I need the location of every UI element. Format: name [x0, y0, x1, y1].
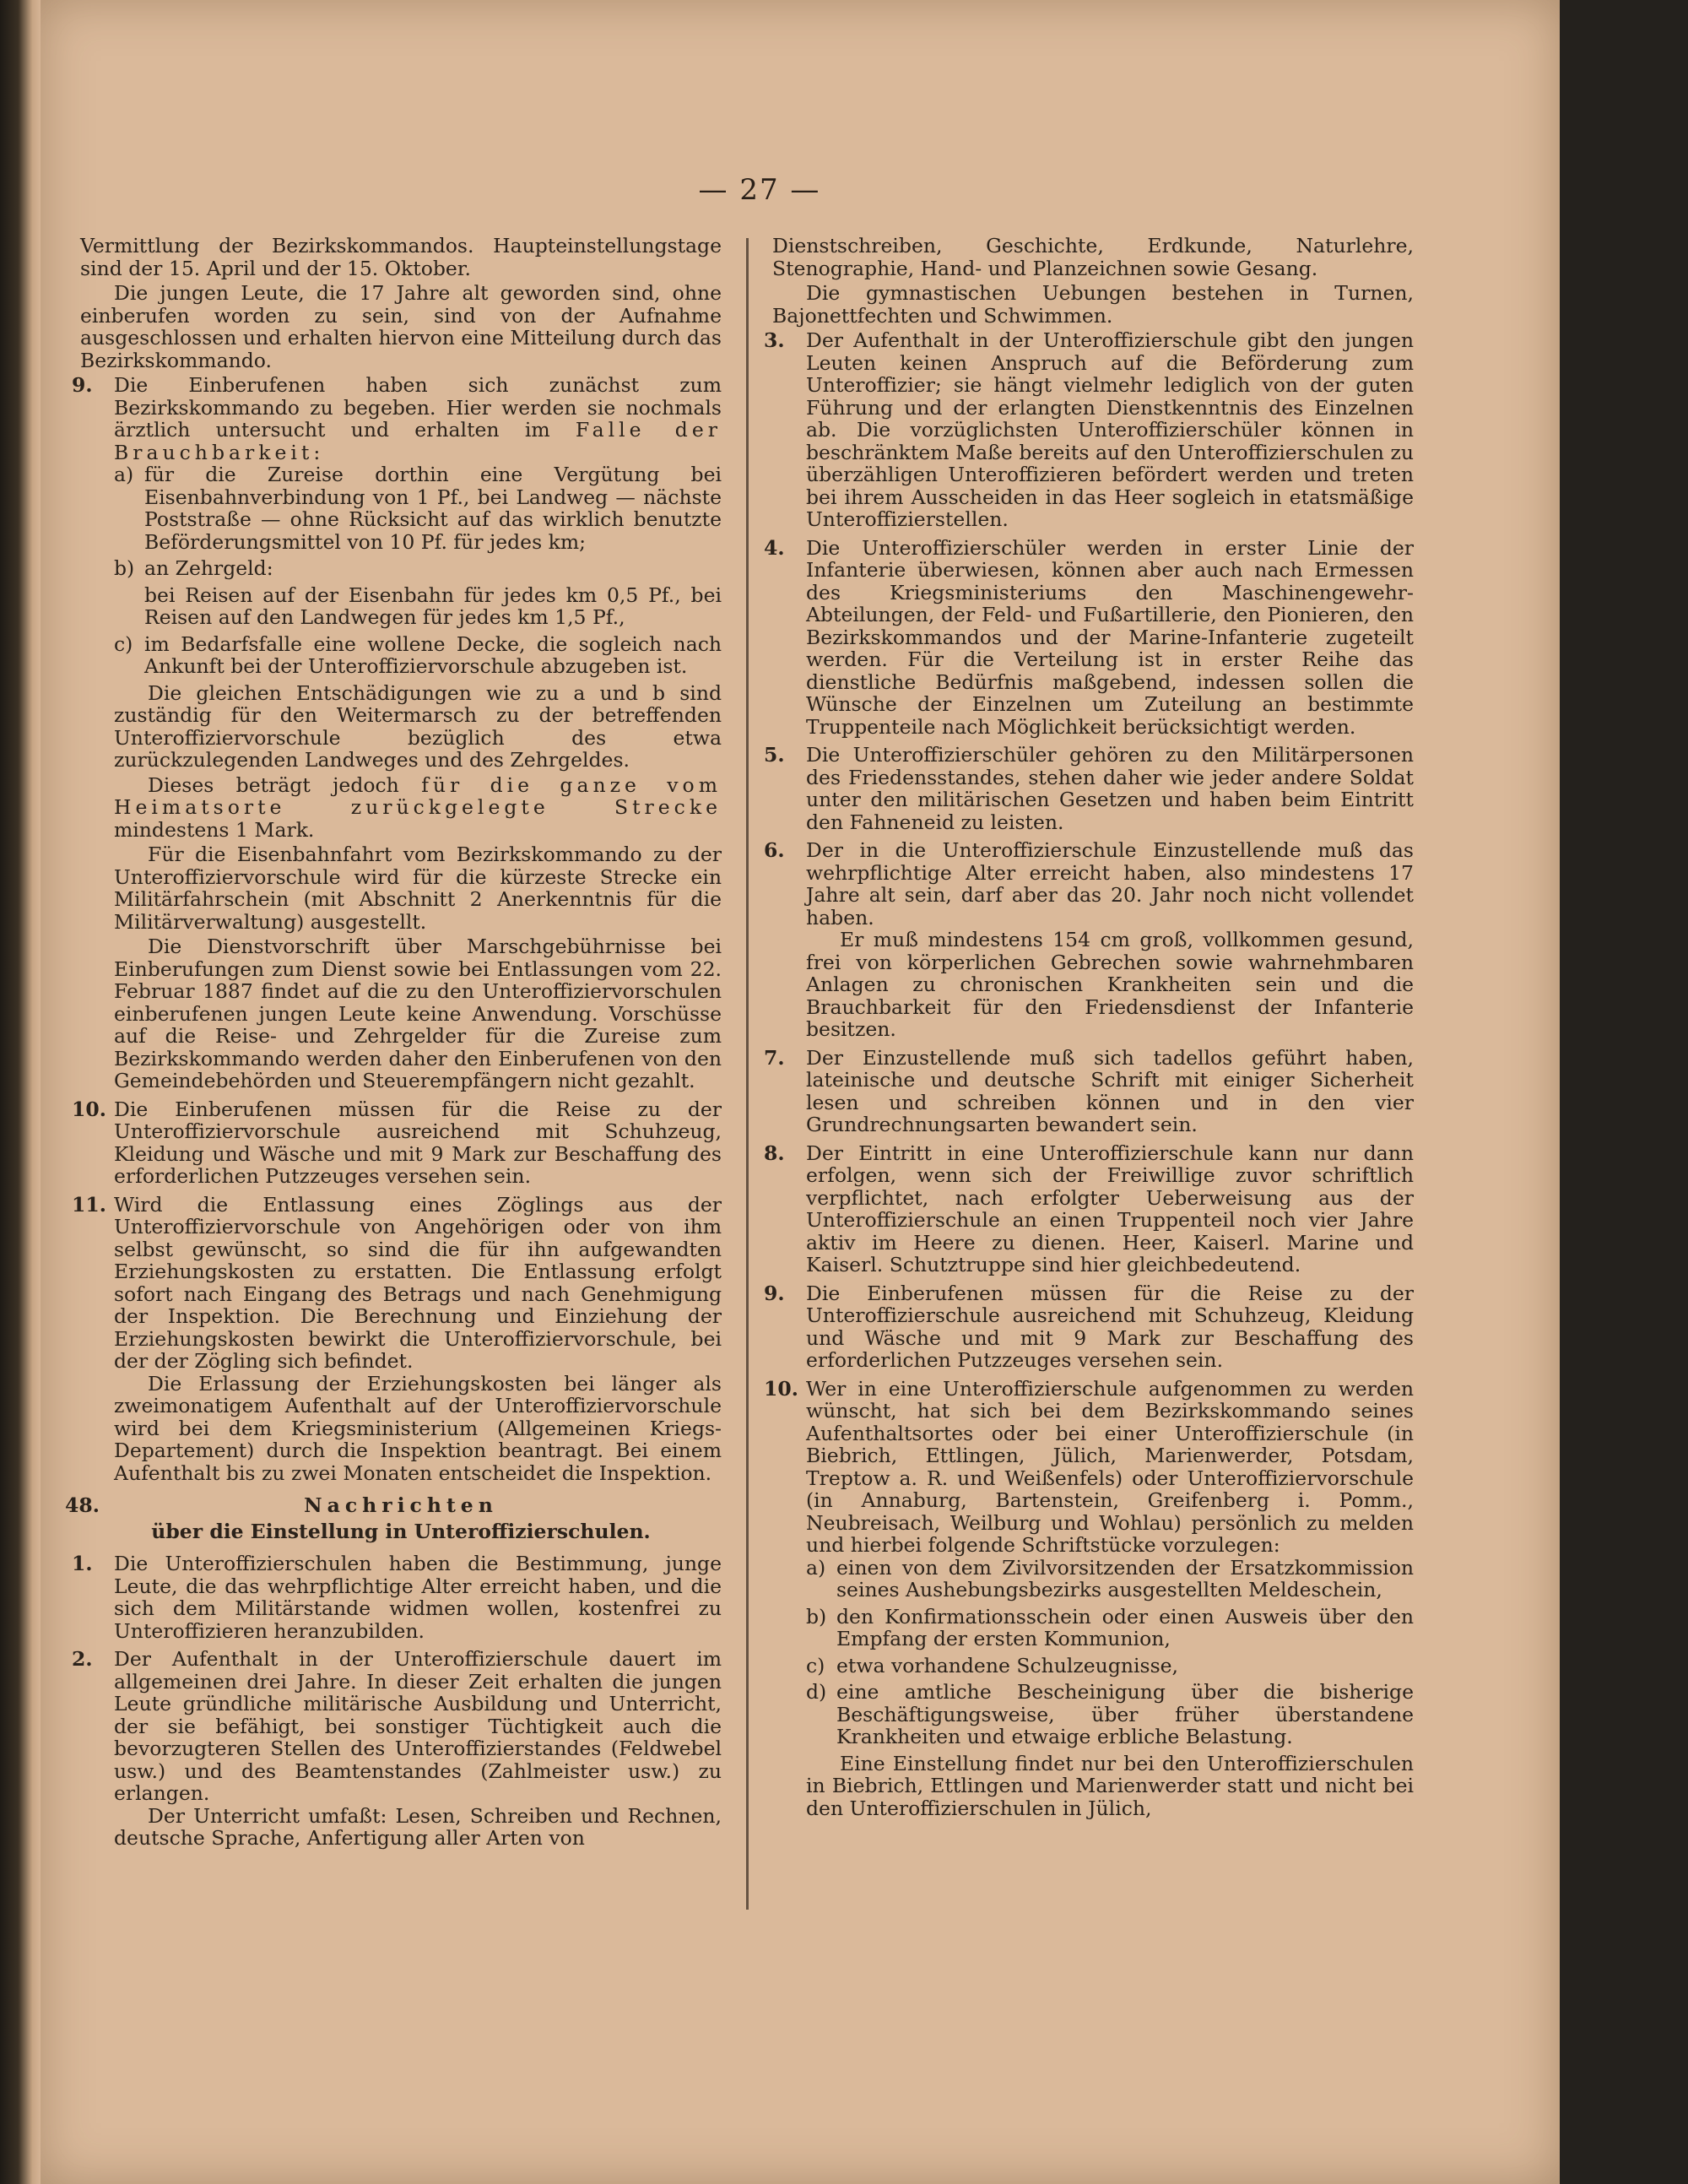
item-text: Der Einzustellende muß sich tadellos geführt haben, lateinische und deutsche Schrift mit einiger Sicherheit lesen und schreiben können und in den vier Grundrechnungsarten bewandert sein. — [806, 1045, 1414, 1136]
paragraph: Vermittlung der Bezirkskommandos. Haupteinstellungstage sind der 15. April und der 15. Oktober. — [80, 234, 722, 280]
list-item-10 — [764, 1376, 1414, 1820]
sub-letter: b) — [114, 556, 135, 580]
paragraph: Die Dienstvorschrift über Marschgebührnisse bei Einberufungen zum Dienst sowie bei Entlassungen vom 22. Februar 1887 findet auf die zu den Unteroffiziervorschulen einberufenen jungen Leute keine Anwendung. Vorschüsse auf die Reise- und Zehrgelder für die Zureise zum Bezirkskommando werden daher den Einberufenen von den Gemeindebehörden und Steuerempfängern nicht gezahlt. — [114, 935, 722, 1092]
list-item-2 — [72, 1647, 722, 1850]
list-item-1 — [72, 1552, 722, 1643]
sub-continuation: bei Reisen auf der Eisenbahn für jedes km 0,5 Pf., bei Reisen auf den Landwegen für jedes km 1,5 Pf., — [144, 583, 722, 629]
text: mindestens 1 Mark. — [114, 817, 315, 842]
section-number: 48. — [65, 1493, 100, 1517]
sub-text: für die Zureise dorthin eine Vergütung bei Eisenbahnverbindung von 1 Pf., bei Landweg — nächste Poststraße — ohne Rücksicht auf das wirklich benutzte Beförderungsmittel von 10 Pf. für jedes km; — [144, 463, 722, 554]
item-number: 9. — [72, 373, 93, 397]
item-number: 7. — [764, 1045, 785, 1070]
item-text: Der Eintritt in eine Unteroffizierschule kann nur dann erfolgen, wenn sich der Freiwillige zuvor schriftlich verpflichtet, nach erfolgter Ueberweisung aus der Unteroffizierschule an einen Truppenteil noch vier Jahre aktiv im Heere zu dienen. Heer, Kaiserl. Marine und Kaiserl. Schutztruppe sind hier gleichbedeutend. — [806, 1141, 1414, 1276]
sub-text: etwa vorhandene Schulzeugnisse, — [836, 1653, 1179, 1677]
item-number: 3. — [764, 328, 785, 352]
sub-item-c — [806, 1655, 1414, 1677]
item-text: Die Einberufenen müssen für die Reise zu der Unteroffizierschule ausreichend mit Schuhzeug, Kleidung und Wäsche und mit 9 Mark zur Beschaffung des erforderlichen Putzzeuges versehen sein. — [806, 1281, 1414, 1372]
item-number: 11. — [72, 1192, 106, 1217]
column-divider — [746, 238, 749, 1910]
paragraph: Eine Einstellung findet nur bei den Unteroffizierschulen in Biebrich, Ettlingen und Marienwerder statt und nicht bei den Unteroffizierschulen in Jülich, — [806, 1751, 1414, 1820]
book-binding — [0, 0, 41, 2184]
item-number: 2. — [72, 1647, 93, 1671]
sub-item-b — [806, 1606, 1414, 1650]
sub-text: den Konfirmationsschein oder einen Ausweis über den Empfang der ersten Kommunion, — [836, 1604, 1414, 1650]
paragraph: Die gymnastischen Uebungen bestehen in Turnen, Bajonettfechten und Schwimmen. — [772, 281, 1414, 328]
paragraph — [114, 774, 722, 842]
item-text: Die Unteroffizierschüler werden in erster Linie der Infanterie überwiesen, können aber auch nach Ermessen des Kriegsministeriums den Maschinengewehr-Abteilungen, der Feld- und Fußartillerie, den Pionieren, den Bezirkskommandos und der Marine-Infanterie zugeteilt werden. Für die Verteilung ist in erster Reihe das dienstliche Bedürfnis maßgebend, indessen sollen die Wünsche der Einzelnen um Zuteilung an bestimmte Truppenteile nach Möglichkeit berücksichtigt werden. — [806, 535, 1414, 739]
sub-letter: d) — [806, 1680, 827, 1704]
right-column — [764, 234, 1414, 2160]
item-text: Die Einberufenen haben sich zunächst zum Bezirkskommando zu begeben. Hier werden sie nochmals ärztlich untersucht und erhalten im — [114, 373, 722, 442]
list-item-9 — [764, 1281, 1414, 1372]
list-item-9 — [72, 373, 722, 1092]
list-item-5 — [764, 743, 1414, 834]
list-item-6 — [764, 838, 1414, 1041]
paragraph: Die Erlassung der Erziehungskosten bei länger als zweimonatigem Aufenthalt auf der Unteroffiziervorschule wird bei dem Kriegsministerium (Allgemeinen Kriegs-Departement) durch die Inspektion beantragt. Bei einem Aufenthalt bis zu zwei Monaten entscheidet die Inspektion. — [114, 1371, 722, 1485]
sub-letter: b) — [806, 1604, 827, 1629]
item-number: 1. — [72, 1552, 93, 1575]
paragraph: Der Unterricht umfaßt: Lesen, Schreiben und Rechnen, deutsche Sprache, Anfertigung aller Arten von — [114, 1803, 722, 1850]
paragraph: Für die Eisenbahnfahrt vom Bezirkskommando zu der Unteroffiziervorschule wird für die kürzeste Strecke ein Militärfahrschein (mit Abschnitt 2 Anerkenntnis für die Militärverwaltung) ausgestellt. — [114, 843, 722, 934]
sub-item-d — [806, 1681, 1414, 1748]
sub-letter: c) — [114, 631, 133, 656]
sub-text: eine amtliche Bescheinigung über die bisherige Beschäftigungsweise, über früher überstandene Krankheiten und etwaige erbliche Belastung. — [836, 1680, 1414, 1748]
page-number: — 27 — — [698, 173, 821, 207]
paragraph: Dienstschreiben, Geschichte, Erdkunde, Naturlehre, Stenographie, Hand- und Planzeichnen sowie Gesang. — [772, 234, 1414, 280]
sub-letter: c) — [806, 1653, 825, 1677]
paragraph: Er muß mindestens 154 cm groß, vollkommen gesund, frei von körperlichen Gebrechen sowie wahrnehmbaren Anlagen zu chronischen Krankheiten sein und die Brauchbarkeit für den Friedensdienst der Infanterie besitzen. — [806, 928, 1414, 1041]
sub-item-a — [806, 1557, 1414, 1601]
sub-letter: a) — [806, 1555, 826, 1580]
paragraph: Die gleichen Entschädigungen wie zu a und b sind zuständig für den Weitermarsch zu der betreffenden Unteroffiziervorschule bezüglich des etwa zurückzulegenden Landweges und des Zehrgeldes. — [114, 680, 722, 772]
list-item-3 — [764, 328, 1414, 531]
sub-letter: a) — [114, 463, 134, 486]
paragraph: Die jungen Leute, die 17 Jahre alt geworden sind, ohne einberufen worden zu sein, sind von der Aufnahme ausgeschlossen und erhalten hiervon eine Mitteilung durch das Bezirkskommando. — [80, 281, 722, 372]
sub-text: im Bedarfsfalle eine wollene Decke, die sogleich nach Ankunft bei der Unteroffiziervorschule abzugeben ist. — [144, 631, 722, 678]
list-item-7 — [764, 1045, 1414, 1136]
sub-text: an Zehrgeld: — [144, 556, 273, 580]
section-title: Nachrichten — [304, 1493, 498, 1517]
list-item-11 — [72, 1192, 722, 1485]
item-text: Der in die Unteroffizierschule Einzustellende muß das wehrpflichtige Alter erreicht haben, also mindestens 17 Jahre alt sein, darf aber das 20. Jahr noch nicht vollendet haben. — [806, 838, 1414, 929]
sub-item-b — [114, 557, 722, 580]
section-heading — [65, 1493, 722, 1517]
item-number: 6. — [764, 838, 785, 862]
section-subtitle: über die Einstellung in Unteroffizierschulen. — [151, 1519, 651, 1543]
emphasized-text: für die ganze vom Heimatsorte zurückgelegte Strecke — [114, 772, 722, 819]
list-item-4 — [764, 535, 1414, 739]
item-text: Wird die Entlassung eines Zöglings aus der Unteroffiziervorschule von Angehörigen oder von ihm selbst gewünscht, so sind die für ihn aufgewandten Erziehungskosten zu erstatten. Die Entlassung erfolgt sofort nach Eingang des Betrags und nach Genehmigung der Inspektion. Die Berechnung und Einziehung der Erziehungskosten bewirkt die Unteroffiziervorschule, bei der der Zögling sich befindet. — [114, 1192, 722, 1373]
item-text: Der Aufenthalt in der Unteroffizierschule dauert im allgemeinen drei Jahre. In dieser Zeit erhalten die jungen Leute gründliche militärische Ausbildung und Unterricht, der sie befähigt, bei sonstiger Tüchtigkeit auch die bevorzugteren Stellen des Unteroffizierstandes (Feldwebel usw.) und des Beamtenstandes (Zahlmeister usw.) zu erlangen. — [114, 1647, 722, 1805]
item-text: Die Unteroffizierschulen haben die Bestimmung, junge Leute, die das wehrpflichtige Alter erreicht haben, und die sich dem Militärstande widmen wollen, kostenfrei zu Unteroffizieren heranzubilden. — [114, 1552, 722, 1643]
sub-text: einen von dem Zivilvorsitzenden der Ersatzkommission seines Aushebungsbezirks ausgestellten Meldeschein, — [836, 1555, 1414, 1601]
list-item-8 — [764, 1141, 1414, 1276]
item-text: Der Aufenthalt in der Unteroffizierschule gibt den jungen Leuten keinen Anspruch auf die Beförderung zum Unteroffizier; sie hängt vielmehr lediglich von der guten Führung und der erlangten Dienstkenntnis des Einzelnen ab. Die vorzüglichsten Unteroffizierschüler können in beschränktem Maße bereits auf den Unteroffizierschulen zu überzähligen Unteroffizieren befördert werden und treten bei ihrem Ausscheiden in das Heer sogleich in etatsmäßige Unteroffizierstellen. — [806, 328, 1414, 531]
item-number: 10. — [72, 1097, 106, 1121]
item-number: 9. — [764, 1281, 785, 1305]
emphasized-text: Falle der Brauchbarkeit: — [114, 418, 722, 464]
item-number: 5. — [764, 743, 785, 767]
list-item-10 — [72, 1097, 722, 1188]
item-number: 4. — [764, 535, 785, 560]
item-number: 8. — [764, 1141, 785, 1165]
left-column — [65, 234, 722, 2160]
item-text: Die Einberufenen müssen für die Reise zu der Unteroffiziervorschule ausreichend mit Schuhzeug, Kleidung und Wäsche und mit 9 Mark zur Beschaffung des erforderlichen Putzzeuges versehen sein. — [114, 1097, 722, 1188]
item-number: 10. — [764, 1376, 798, 1401]
sub-item-a — [114, 463, 722, 553]
item-text: Wer in eine Unteroffizierschule aufgenommen zu werden wünscht, hat sich bei dem Bezirkskommando seines Aufenthaltsortes oder bei einer Unteroffizierschule (in Biebrich, Ettlingen, Jülich, Marienwerder, Potsdam, Treptow a. R. und Weißenfels) oder Unteroffiziervorschule (in Annaburg, Bartenstein, Greifenberg i. Pomm., Neubreisach, Weilburg und Wohlau) persönlich zu melden und hierbei folgende Schriftstücke vorzulegen: — [806, 1376, 1414, 1557]
item-text: Die Unteroffizierschüler gehören zu den Militärpersonen des Friedensstandes, stehen daher wie jeder andere Soldat unter den militärischen Gesetzen und haben beim Eintritt den Fahneneid zu leisten. — [806, 743, 1414, 834]
background-surface — [1560, 0, 1688, 2184]
sub-item-c — [114, 633, 722, 678]
text: Dieses beträgt jedoch — [148, 772, 399, 797]
